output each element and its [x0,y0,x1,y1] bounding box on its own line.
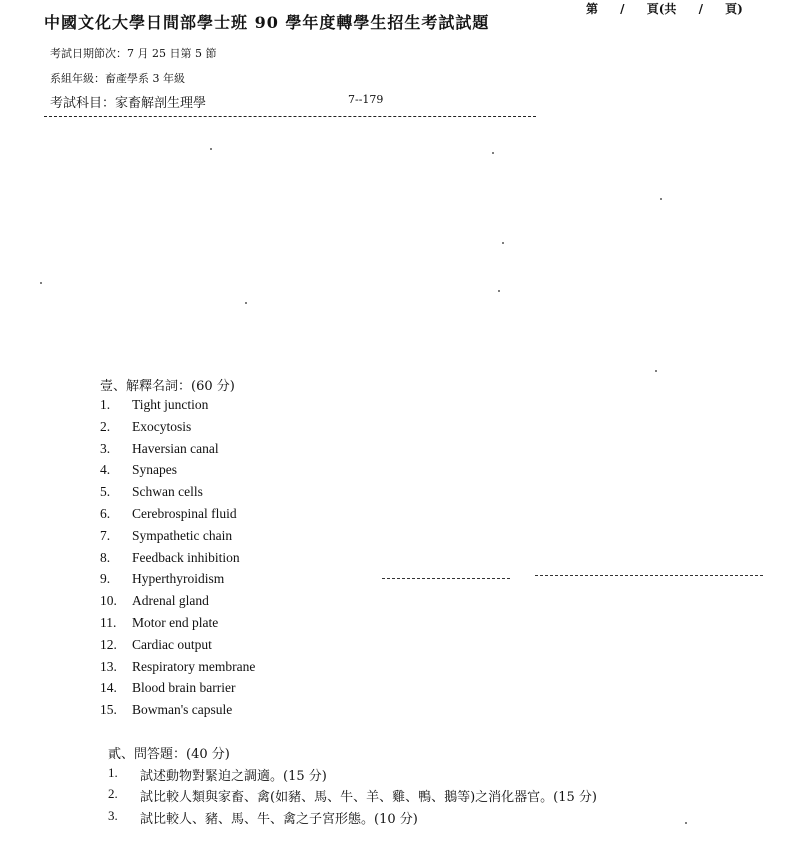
question-item [108,808,418,827]
item-number: 9. [100,571,111,587]
scan-speck [502,242,504,244]
list-item [100,419,255,441]
list-item [100,441,255,463]
item-number: 8. [100,549,111,565]
item-text: Feedback inhibition [132,549,240,565]
item-number: 14. [100,680,117,696]
exam-date: 考試日期節次：7 月 25 日第 5 節 [50,47,217,60]
item-number: 4. [100,462,111,478]
item-text: Cardiac output [132,636,212,652]
item-text: Haversian canal [132,440,219,456]
item-number: 2. [100,418,111,434]
list-item [100,680,255,702]
item-number: 5. [100,484,111,500]
term-list [100,397,255,724]
department: 系組年級：畜產學系 3 年級 [50,72,185,85]
list-item [100,462,255,484]
list-item [100,637,255,659]
scan-speck [655,370,657,372]
item-number: 1. [100,397,111,412]
item-text: Exocytosis [132,418,192,434]
section2-heading: 貳、問答題：(40 分) [108,747,230,762]
item-text: Bowman's capsule [132,702,233,718]
question-item [108,765,327,784]
question-number: 1. [108,765,118,780]
list-item [100,571,255,593]
item-text: Sympathetic chain [132,527,233,543]
question-number: 3. [108,808,118,823]
item-text: Synapes [132,462,177,478]
item-number: 11. [100,614,117,630]
section1-heading: 壹、解釋名詞：(60 分) [100,379,235,394]
list-item [100,702,255,724]
exam-subject: 考試科目：家畜解剖生理學 [50,96,207,111]
scan-speck [685,822,687,824]
item-number: 15. [100,702,117,718]
item-number: 10. [100,593,117,609]
list-item [100,506,255,528]
list-item [100,484,255,506]
item-text: Cerebrospinal fluid [132,505,237,521]
list-item [100,550,255,572]
scan-speck [498,290,500,292]
scan-speck [660,198,662,200]
question-number: 2. [108,786,118,801]
scan-speck [492,152,494,154]
list-item [100,659,255,681]
item-text: Motor end plate [132,614,219,630]
item-number: 13. [100,658,117,674]
scan-dash-line [382,578,510,579]
list-item [100,615,255,637]
item-text: Respiratory membrane [132,658,256,674]
list-item [100,397,255,419]
header-divider [44,116,536,117]
question-text: 試述動物對緊迫之調適。(15 分) [140,769,327,784]
list-item [100,528,255,550]
question-text: 試比較人、豬、馬、牛、禽之子宮形態。(10 分) [140,812,418,827]
scan-speck [245,302,247,304]
scan-speck [40,282,42,284]
scan-dash-line [535,575,763,576]
item-number: 12. [100,636,117,652]
scan-speck [210,148,212,150]
page-info: 第 / 頁(共 / 頁) [586,2,743,16]
question-text: 試比較人類與家畜、禽(如豬、馬、牛、羊、雞、鴨、鵝等)之消化器官。(15 分) [140,790,597,805]
item-text: Blood brain barrier [132,680,236,696]
item-text: Schwan cells [132,484,203,500]
exam-code: 7--179 [348,93,384,106]
item-number: 6. [100,505,111,521]
item-text: Adrenal gland [132,593,209,609]
item-text: Hyperthyroidism [132,571,225,587]
list-item [100,593,255,615]
item-text: Tight junction [132,397,209,412]
item-number: 3. [100,440,111,456]
question-item [108,786,597,805]
exam-title: 中國文化大學日間部學士班 90 學年度轉學生招生考試試題 [44,13,490,32]
item-number: 7. [100,527,111,543]
